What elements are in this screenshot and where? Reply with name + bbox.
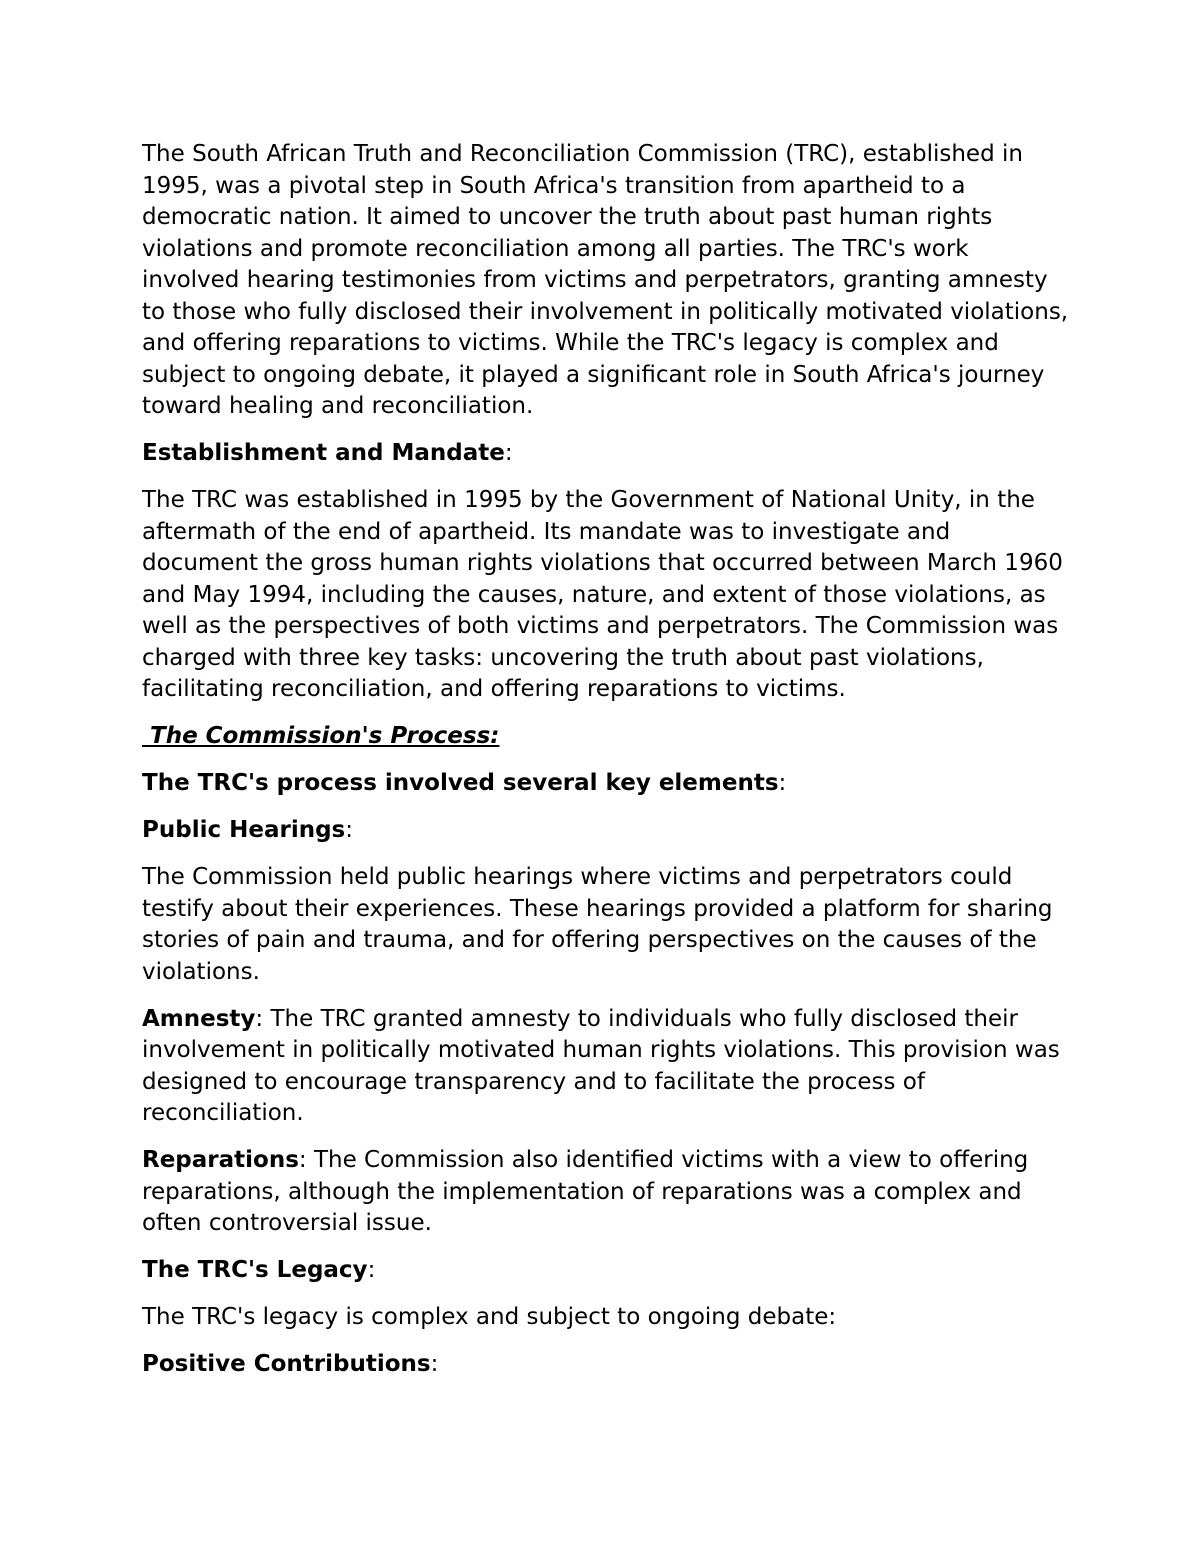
document-page — [142, 139, 1072, 1396]
process-heading — [142, 721, 1072, 753]
legacy-heading — [142, 1255, 1072, 1287]
positive-contributions-heading-text: Positive Contributions — [142, 1351, 431, 1377]
legacy-heading-colon: : — [367, 1257, 376, 1283]
amnesty-paragraph — [142, 1004, 1072, 1130]
intro-paragraph: The South African Truth and Reconciliation Commission (TRC), established in 1995, was a pivotal step in South Africa's transition from apartheid to a democratic nation. It aimed to uncover the truth about past human rights violations and promote reconciliation among all parties. The TRC's work involved hearing testimonies from victims and perpetrators, granting amnesty to those who fully disclosed their involvement in politically motivated violations, and offering reparations to victims. While the TRC's legacy is complex and subject to ongoing debate, it played a significant role in South Africa's journey toward healing and reconciliation. — [142, 141, 1069, 419]
public-hearings-heading-colon: : — [345, 817, 353, 843]
reparations-term: Reparations — [142, 1147, 299, 1173]
reparations-body: : The Commission also identified victims with a view to offering reparations, although the implementation of reparations was a complex and often controversial issue. — [142, 1147, 1029, 1236]
establishment-paragraph: The TRC was established in 1995 by the Government of National Unity, in the aftermath of the end of apartheid. Its mandate was to investigate and document the gross human rights violations that occurred between March 1960 and May 1994, including the causes, nature, and extent of those violations, as well as the perspectives of both victims and perpetrators. The Commission was charged with three key tasks: uncovering the truth about past violations, facilitating reconciliation, and offering reparations to victims. — [142, 487, 1063, 702]
positive-contributions-heading — [142, 1349, 1072, 1381]
public-hearings-heading-text: Public Hearings — [142, 817, 346, 843]
public-hearings-heading — [142, 815, 1072, 847]
reparations-paragraph — [142, 1145, 1072, 1240]
amnesty-body: : The TRC granted amnesty to individuals who fully disclosed their involvement in politically motivated human rights violations. This provision was designed to encourage transparency and to facilitate the process of reconciliation. — [142, 1005, 1060, 1126]
process-subheading — [142, 768, 1072, 800]
amnesty-term: Amnesty — [142, 1005, 256, 1032]
establishment-heading-colon: : — [504, 440, 513, 466]
process-subheading-text: The TRC's process involved several key elements — [142, 770, 779, 796]
public-hearings-paragraph: The Commission held public hearings where victims and perpetrators could testify about their experiences. These hearings provided a platform for sharing stories of pain and trauma, and for offering perspectives on the causes of the violations. — [142, 864, 1053, 985]
legacy-heading-text: The TRC's Legacy — [142, 1257, 368, 1283]
establishment-heading-text: Establishment and Mandate — [142, 440, 505, 466]
legacy-paragraph: The TRC's legacy is complex and subject to ongoing debate: — [142, 1304, 837, 1330]
process-heading-text: The Commission's Process: — [142, 723, 500, 749]
process-subheading-colon: : — [778, 770, 787, 796]
positive-contributions-heading-colon: : — [430, 1351, 439, 1377]
establishment-heading — [142, 438, 1072, 470]
